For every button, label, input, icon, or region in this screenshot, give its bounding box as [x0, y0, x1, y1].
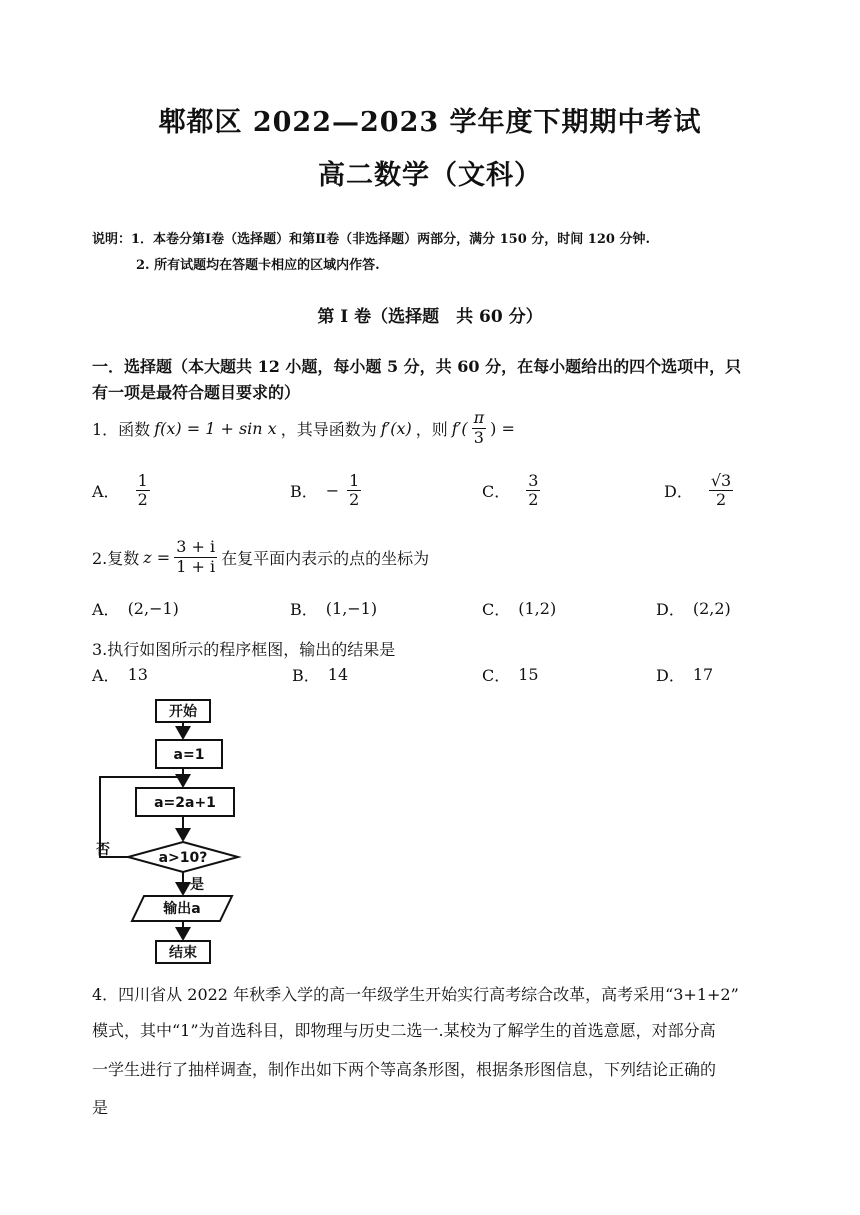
question-4-line1: 4．四川省从 2022 年秋季入学的高一年级学生开始实行高考综合改革，高考采用“3+1+2”: [92, 985, 739, 1004]
q1-option-c-label: C．: [482, 482, 511, 502]
question-2: [92, 534, 429, 580]
q3-option-a-label: A．: [92, 666, 120, 685]
note-line-1: 说明：1．本卷分第Ⅰ卷（选择题）和第Ⅱ卷（非选择题）两部分，满分 150 分，时间 120 分钟.: [92, 232, 650, 247]
flow-condition-label: a>10?: [158, 850, 208, 866]
q1-prefix: 1．函数: [92, 419, 151, 439]
q3-option-a-value: 13: [127, 665, 148, 684]
flow-step-label: a=2a+1: [154, 795, 216, 811]
q1-option-d-label: D．: [664, 482, 693, 502]
q3-option-c[interactable]: [482, 663, 539, 686]
exam-title: 郫都区 2022—2023 学年度下期期中考试: [158, 107, 702, 138]
q2-option-b-value: (1,−1): [325, 599, 378, 618]
q2-tail: 在复平面内表示的点的坐标为: [221, 548, 430, 568]
q1-option-c[interactable]: [482, 472, 540, 510]
flow-init-label: a=1: [173, 747, 205, 763]
q2-den: 1 + i: [176, 556, 216, 576]
q1-option-b-label: B．: [290, 482, 318, 502]
q2-option-d[interactable]: [656, 597, 731, 620]
q3-option-b[interactable]: [292, 663, 348, 686]
q2-option-b-label: B．: [290, 600, 318, 619]
flow-start-label: 开始: [169, 704, 197, 720]
q1-option-a-label: A．: [92, 482, 120, 502]
q3-option-d[interactable]: [656, 663, 713, 686]
q1-option-d-den: 2: [715, 490, 727, 510]
q2-option-d-label: D．: [656, 600, 685, 619]
q1-mid: ，其导函数为: [280, 419, 377, 439]
q1-option-a-num: 1: [137, 471, 148, 490]
question-4-line2: 模式，其中“1”为首选科目，即物理与历史二选一.某校为了解学生的首选意愿，对部分高: [92, 1021, 716, 1040]
q2-option-a-value: (2,−1): [127, 599, 179, 618]
q3-option-b-label: B．: [292, 666, 320, 685]
q2-option-c[interactable]: [482, 597, 556, 620]
q3-option-c-label: C．: [482, 666, 511, 685]
q1-option-b-num: 1: [349, 471, 360, 490]
q1-ask-num: π: [473, 408, 485, 428]
q1-derivative: f′(x): [380, 418, 412, 438]
q1-option-a-den: 2: [137, 490, 148, 510]
flow-yes-label: 是: [190, 877, 204, 893]
q2-fraction: [174, 538, 217, 576]
q3-option-d-value: 17: [692, 665, 714, 684]
q1-option-a[interactable]: [92, 472, 150, 510]
q3-option-c-value: 15: [518, 665, 539, 684]
q3-option-b-value: 14: [327, 665, 349, 684]
q1-option-b-fraction: [347, 472, 361, 510]
flow-no-label: 否: [96, 842, 110, 858]
q1-option-c-fraction: [526, 472, 540, 510]
flow-output-label: 输出a: [163, 901, 201, 917]
q1-option-d[interactable]: [664, 472, 733, 510]
q2-option-a[interactable]: [92, 597, 179, 620]
q2-option-c-value: (1,2): [518, 599, 557, 618]
q2-num: 3 + i: [176, 537, 216, 557]
q1-option-a-fraction: [136, 472, 150, 510]
exam-subtitle: 高二数学（文科）: [318, 160, 542, 191]
question-4-line4: 是: [92, 1098, 109, 1117]
q1-function: f(x) = 1 + sin x: [154, 418, 277, 438]
q2-option-d-value: (2,2): [692, 599, 731, 618]
q2-option-c-label: C．: [482, 600, 511, 619]
q1-ask-fraction: [472, 409, 487, 447]
q3-option-a[interactable]: [92, 663, 148, 686]
section-title: 第 I 卷（选择题 共 60 分）: [317, 307, 543, 327]
q1-option-c-num: 3: [528, 471, 539, 490]
q1-ask-post: ) =: [490, 418, 515, 438]
q1-option-b-den: 2: [349, 490, 360, 510]
q1-tail: ，则: [415, 419, 448, 439]
q2-var: z =: [143, 547, 171, 567]
q1-ask-pre: f′(: [451, 418, 468, 438]
q1-option-b[interactable]: [290, 472, 361, 510]
flowchart: [92, 695, 262, 970]
q1-option-d-num: √3: [710, 471, 732, 490]
question-3: 3.执行如图所示的程序框图，输出的结果是: [92, 640, 396, 659]
part1-header-line2: 有一项是最符合题目要求的）: [92, 383, 301, 402]
q3-option-d-label: D．: [656, 666, 685, 685]
q1-option-c-den: 2: [528, 490, 539, 510]
q1-ask-den: 3: [473, 427, 484, 447]
question-4-line3: 一学生进行了抽样调查，制作出如下两个等高条形图，根据条形图信息，下列结论正确的: [92, 1060, 717, 1079]
q1-option-b-sign: −: [325, 481, 340, 501]
q1-option-d-fraction: [709, 472, 733, 510]
flow-end-label: 结束: [169, 945, 197, 961]
part1-header-line1: 一．选择题（本大题共 12 小题，每小题 5 分，共 60 分，在每小题给出的四个选项中，只: [92, 357, 742, 376]
q2-prefix: 2.复数: [92, 548, 140, 568]
q2-option-b[interactable]: [290, 597, 377, 620]
q2-option-a-label: A．: [92, 600, 120, 619]
note-line-2: 2. 所有试题均在答题卡相应的区域内作答.: [136, 258, 380, 273]
question-1: [92, 408, 515, 448]
